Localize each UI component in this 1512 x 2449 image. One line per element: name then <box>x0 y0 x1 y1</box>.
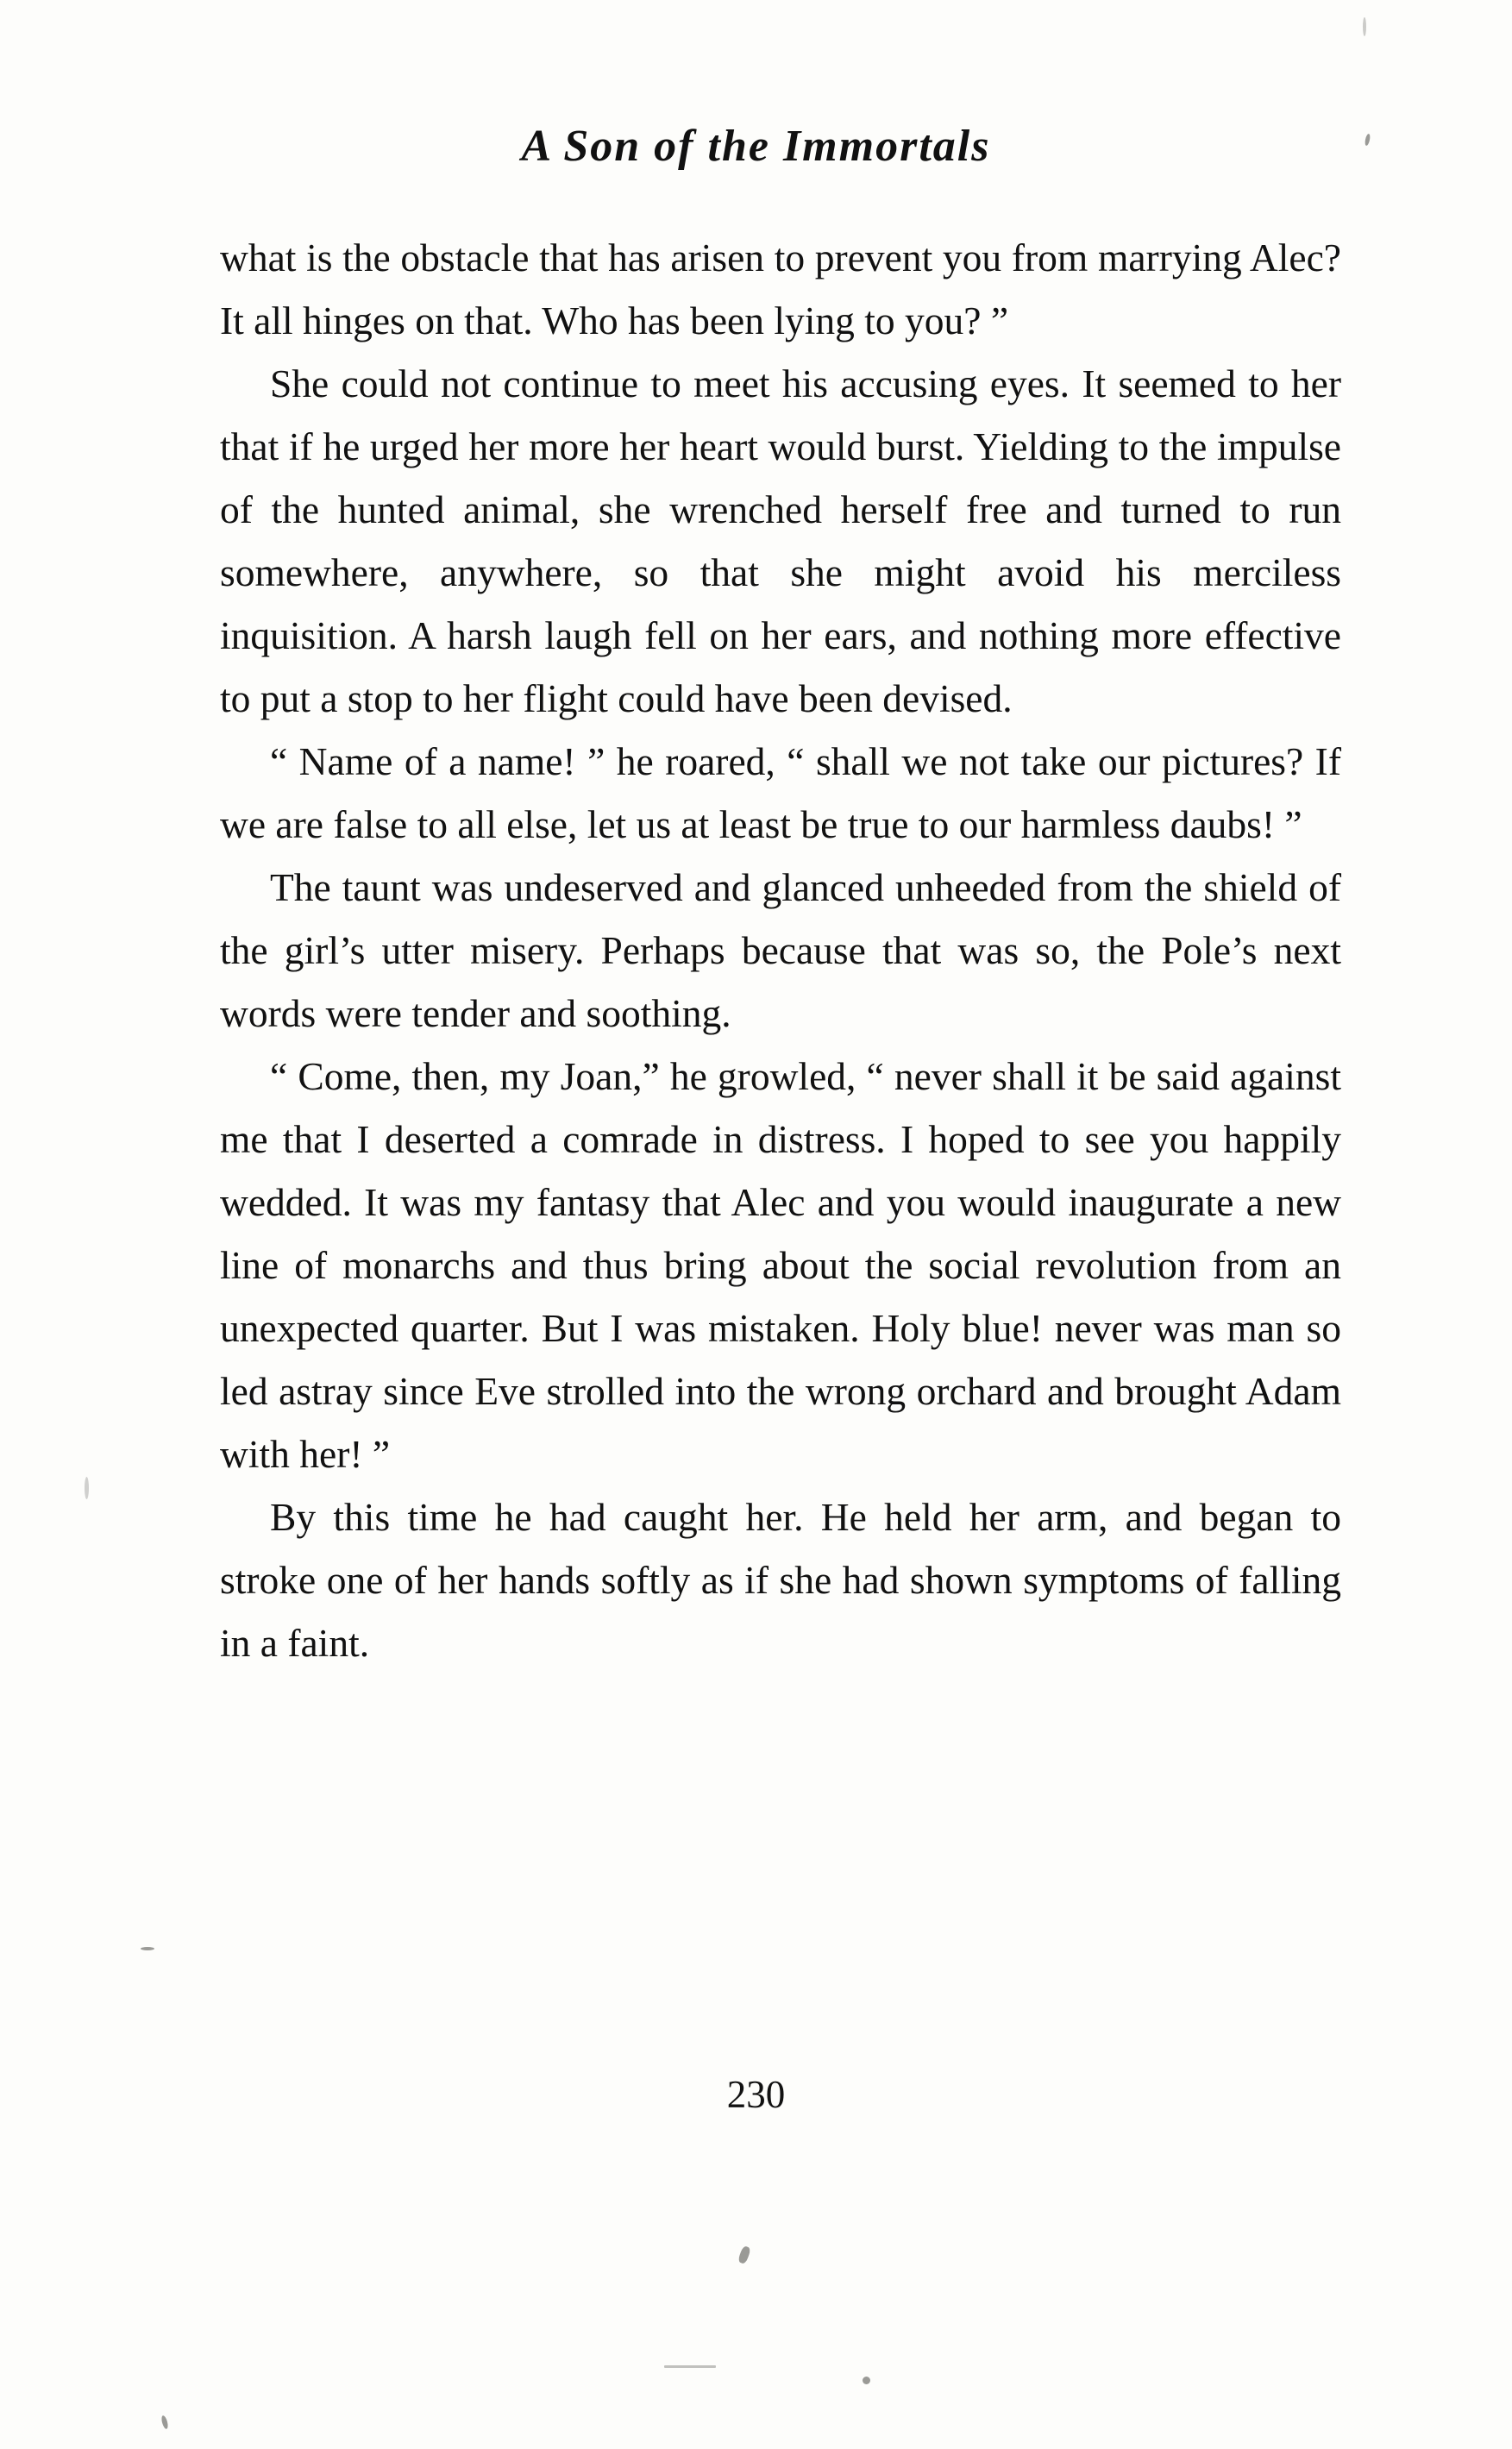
paragraph: By this time he had caught her. He held her arm, and began to stroke one of her hands softly as if she had shown symptoms of falling in a faint. <box>220 1495 1341 1665</box>
page-title: A Son of the Immortals <box>521 122 991 171</box>
scan-speck <box>141 1947 154 1950</box>
scan-speck <box>737 2245 751 2264</box>
scan-speck <box>1363 17 1366 36</box>
paragraph: what is the obstacle that has arisen to prevent you from marrying Alec? It all hinges on that. Who has been lying to you? ” <box>220 235 1341 342</box>
scan-speck <box>863 2377 870 2384</box>
page-body <box>220 226 1341 1674</box>
paragraph: She could not continue to meet his accusing eyes. It seemed to her that if he urged her more her heart would burst. Yielding to the impulse of the hunted animal, she wrenched herself free and turned to run somewhere, anywhere, so that she might avoid his merciless inquisition. A harsh laugh fell on her ears, and nothing more effective to put a stop to her flight could have been devised. <box>220 361 1341 720</box>
scan-speck <box>160 2414 169 2429</box>
paragraph: The taunt was undeserved and glanced unheeded from the shield of the girl’s utter misery. Perhaps because that was so, the Pole’s next words were tender and soothing. <box>220 865 1341 1035</box>
scan-speck <box>85 1477 89 1499</box>
paragraph: “ Come, then, my Joan,” he growled, “ never shall it be said against me that I deserted a comrade in distress. I hoped to see you happily wedded. It was my fantasy that Alec and you would inaugurate a new line of monarchs and thus bring about the social revolution from an unexpected quarter. But I was mistaken. Holy blue! never was man so led astray since Eve strolled into the wrong orchard and brought Adam with her! ” <box>220 1054 1341 1476</box>
page-number: 230 <box>726 2073 786 2116</box>
scan-speck <box>664 2365 716 2368</box>
paragraph: “ Name of a name! ” he roared, “ shall we not take our pictures? If we are false to all else, let us at least be true to our harmless daubs! ” <box>220 739 1341 846</box>
